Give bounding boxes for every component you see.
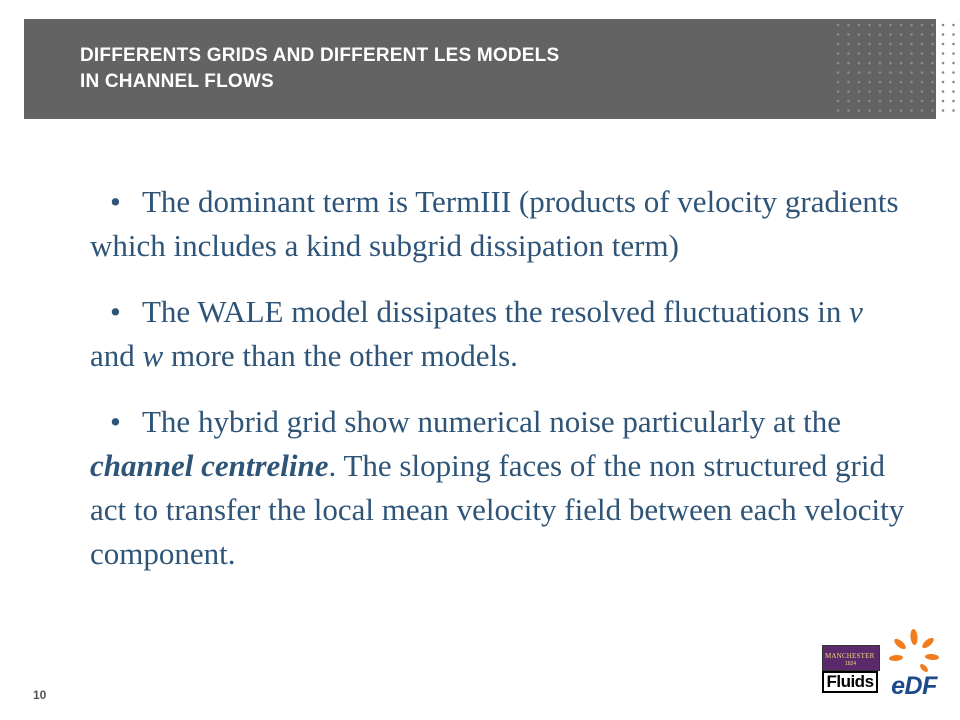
decorative-dot xyxy=(837,52,840,55)
decorative-dot xyxy=(900,62,903,65)
decorative-dot xyxy=(868,24,871,27)
decorative-dot xyxy=(952,81,955,84)
decorative-dot xyxy=(900,33,903,36)
bullet-text: The dominant term is TermIII (products of velocity gradients which includes a kind subgrid dissipation term) xyxy=(90,184,899,263)
decorative-dot xyxy=(879,100,882,103)
slide-body xyxy=(90,180,910,598)
bullet-marker: • xyxy=(110,184,121,219)
decorative-dot xyxy=(837,33,840,36)
decorative-dot xyxy=(931,81,934,84)
decorative-dot xyxy=(942,71,945,74)
decorative-dot xyxy=(837,71,840,74)
bullet-marker: • xyxy=(110,294,121,329)
decorative-dot xyxy=(868,71,871,74)
emphasis-channel-centreline: channel centreline xyxy=(90,448,329,483)
decorative-dot xyxy=(942,81,945,84)
decorative-dot xyxy=(879,81,882,84)
decorative-dot xyxy=(889,33,892,36)
decorative-dot xyxy=(879,90,882,93)
decorative-dot xyxy=(847,62,850,65)
decorative-dot xyxy=(837,100,840,103)
manchester-logo-year: 1824 xyxy=(845,661,857,667)
decorative-dot xyxy=(931,52,934,55)
decorative-dot xyxy=(910,100,913,103)
decorative-dot xyxy=(952,43,955,46)
decorative-dot xyxy=(847,90,850,93)
decorative-dot xyxy=(910,90,913,93)
decorative-dot xyxy=(921,90,924,93)
decorative-dot xyxy=(952,33,955,36)
decorative-dot xyxy=(921,24,924,27)
decorative-dot xyxy=(931,109,934,112)
decorative-dot xyxy=(921,100,924,103)
bullet-paragraph-2 xyxy=(90,290,910,378)
slide-title-line-2: IN CHANNEL FLOWS xyxy=(80,71,274,92)
bullet-text-segment: . The sloping faces of the non structured grid act to transfer the local mean velocity field between each velocity component. xyxy=(90,448,905,571)
decorative-dot xyxy=(889,90,892,93)
bullet-paragraph-1 xyxy=(90,180,910,268)
variable-v: v xyxy=(849,294,863,329)
decorative-dot xyxy=(889,109,892,112)
decorative-dot xyxy=(942,90,945,93)
decorative-dot xyxy=(921,33,924,36)
decorative-dot xyxy=(931,100,934,103)
decorative-dot xyxy=(858,71,861,74)
decorative-dot xyxy=(858,109,861,112)
decorative-dot xyxy=(942,24,945,27)
fluids-logo-box xyxy=(822,671,878,693)
decorative-dot xyxy=(900,109,903,112)
bullet-text-segment: and xyxy=(90,338,143,373)
decorative-dot xyxy=(879,43,882,46)
decorative-dot xyxy=(931,33,934,36)
decorative-dot xyxy=(847,81,850,84)
edf-logo xyxy=(884,628,944,700)
bullet-text-segment: The WALE model dissipates the resolved fluctuations in xyxy=(142,294,850,329)
decorative-dot xyxy=(858,52,861,55)
decorative-dot xyxy=(931,24,934,27)
decorative-dot xyxy=(858,90,861,93)
decorative-dot xyxy=(847,33,850,36)
decorative-dot xyxy=(921,43,924,46)
decorative-dot-grid xyxy=(830,19,960,119)
slide-title xyxy=(80,43,559,95)
decorative-dot xyxy=(910,109,913,112)
decorative-dot xyxy=(858,62,861,65)
decorative-dot xyxy=(952,52,955,55)
manchester-logo-badge xyxy=(822,645,880,671)
decorative-dot xyxy=(910,62,913,65)
decorative-dot xyxy=(900,100,903,103)
decorative-dot xyxy=(910,24,913,27)
decorative-dot xyxy=(910,33,913,36)
variable-w: w xyxy=(142,338,164,373)
decorative-dot xyxy=(900,90,903,93)
decorative-dot xyxy=(942,100,945,103)
decorative-dot xyxy=(921,62,924,65)
decorative-dot xyxy=(837,24,840,27)
decorative-dot xyxy=(942,62,945,65)
decorative-dot xyxy=(847,52,850,55)
decorative-dot xyxy=(889,100,892,103)
page-number: 10 xyxy=(33,688,47,702)
edf-logo-text: eDF xyxy=(891,672,937,700)
decorative-dot xyxy=(837,62,840,65)
decorative-dot xyxy=(952,109,955,112)
decorative-dot xyxy=(847,71,850,74)
bullet-text-segment: The hybrid grid show numerical noise particularly at the xyxy=(142,404,842,439)
decorative-dot xyxy=(847,109,850,112)
decorative-dot xyxy=(942,109,945,112)
edf-flame-icon xyxy=(884,628,944,674)
decorative-dot xyxy=(921,52,924,55)
decorative-dot xyxy=(847,43,850,46)
decorative-dot xyxy=(858,81,861,84)
decorative-dot xyxy=(952,24,955,27)
decorative-dot xyxy=(837,43,840,46)
fluids-logo-text: Fluids xyxy=(826,672,874,691)
bullet-text-segment: more than the other models. xyxy=(163,338,518,373)
decorative-dot xyxy=(858,100,861,103)
decorative-dot xyxy=(868,43,871,46)
decorative-dot xyxy=(942,43,945,46)
header-bar xyxy=(24,19,936,119)
decorative-dot xyxy=(868,90,871,93)
decorative-dot xyxy=(900,71,903,74)
decorative-dot xyxy=(847,100,850,103)
decorative-dot xyxy=(952,90,955,93)
decorative-dot xyxy=(921,109,924,112)
decorative-dot xyxy=(868,33,871,36)
decorative-dot xyxy=(858,33,861,36)
decorative-dot xyxy=(868,109,871,112)
decorative-dot xyxy=(952,71,955,74)
decorative-dot xyxy=(868,62,871,65)
decorative-dot xyxy=(879,62,882,65)
decorative-dot xyxy=(889,24,892,27)
decorative-dot xyxy=(868,52,871,55)
decorative-dot xyxy=(879,71,882,74)
decorative-dot xyxy=(900,43,903,46)
decorative-dot xyxy=(931,43,934,46)
decorative-dot xyxy=(921,81,924,84)
decorative-dot xyxy=(931,90,934,93)
decorative-dot xyxy=(900,52,903,55)
decorative-dot xyxy=(942,52,945,55)
decorative-dot xyxy=(889,62,892,65)
decorative-dot xyxy=(889,52,892,55)
decorative-dot xyxy=(889,81,892,84)
decorative-dot xyxy=(858,24,861,27)
slide-title-line-1: DIFFERENTS GRIDS AND DIFFERENT LES MODELS xyxy=(80,45,560,66)
decorative-dot xyxy=(837,109,840,112)
decorative-dot xyxy=(900,24,903,27)
decorative-dot xyxy=(952,62,955,65)
decorative-dot xyxy=(858,43,861,46)
decorative-dot xyxy=(910,81,913,84)
manchester-logo-text: MANCHESTER xyxy=(825,652,875,660)
bullet-paragraph-3 xyxy=(90,400,910,576)
decorative-dot xyxy=(952,100,955,103)
decorative-dot xyxy=(889,71,892,74)
decorative-dot xyxy=(889,43,892,46)
decorative-dot xyxy=(837,81,840,84)
bullet-marker: • xyxy=(110,404,121,439)
decorative-dot xyxy=(921,71,924,74)
decorative-dot xyxy=(847,24,850,27)
decorative-dot xyxy=(868,81,871,84)
decorative-dot xyxy=(868,100,871,103)
decorative-dot xyxy=(942,33,945,36)
decorative-dot xyxy=(910,43,913,46)
decorative-dot xyxy=(879,52,882,55)
decorative-dot xyxy=(900,81,903,84)
decorative-dot xyxy=(837,90,840,93)
decorative-dot xyxy=(910,71,913,74)
decorative-dot xyxy=(910,52,913,55)
decorative-dot xyxy=(879,33,882,36)
manchester-fluids-logo xyxy=(822,645,880,695)
decorative-dot xyxy=(931,62,934,65)
decorative-dot xyxy=(879,109,882,112)
decorative-dot xyxy=(931,71,934,74)
decorative-dot xyxy=(879,24,882,27)
